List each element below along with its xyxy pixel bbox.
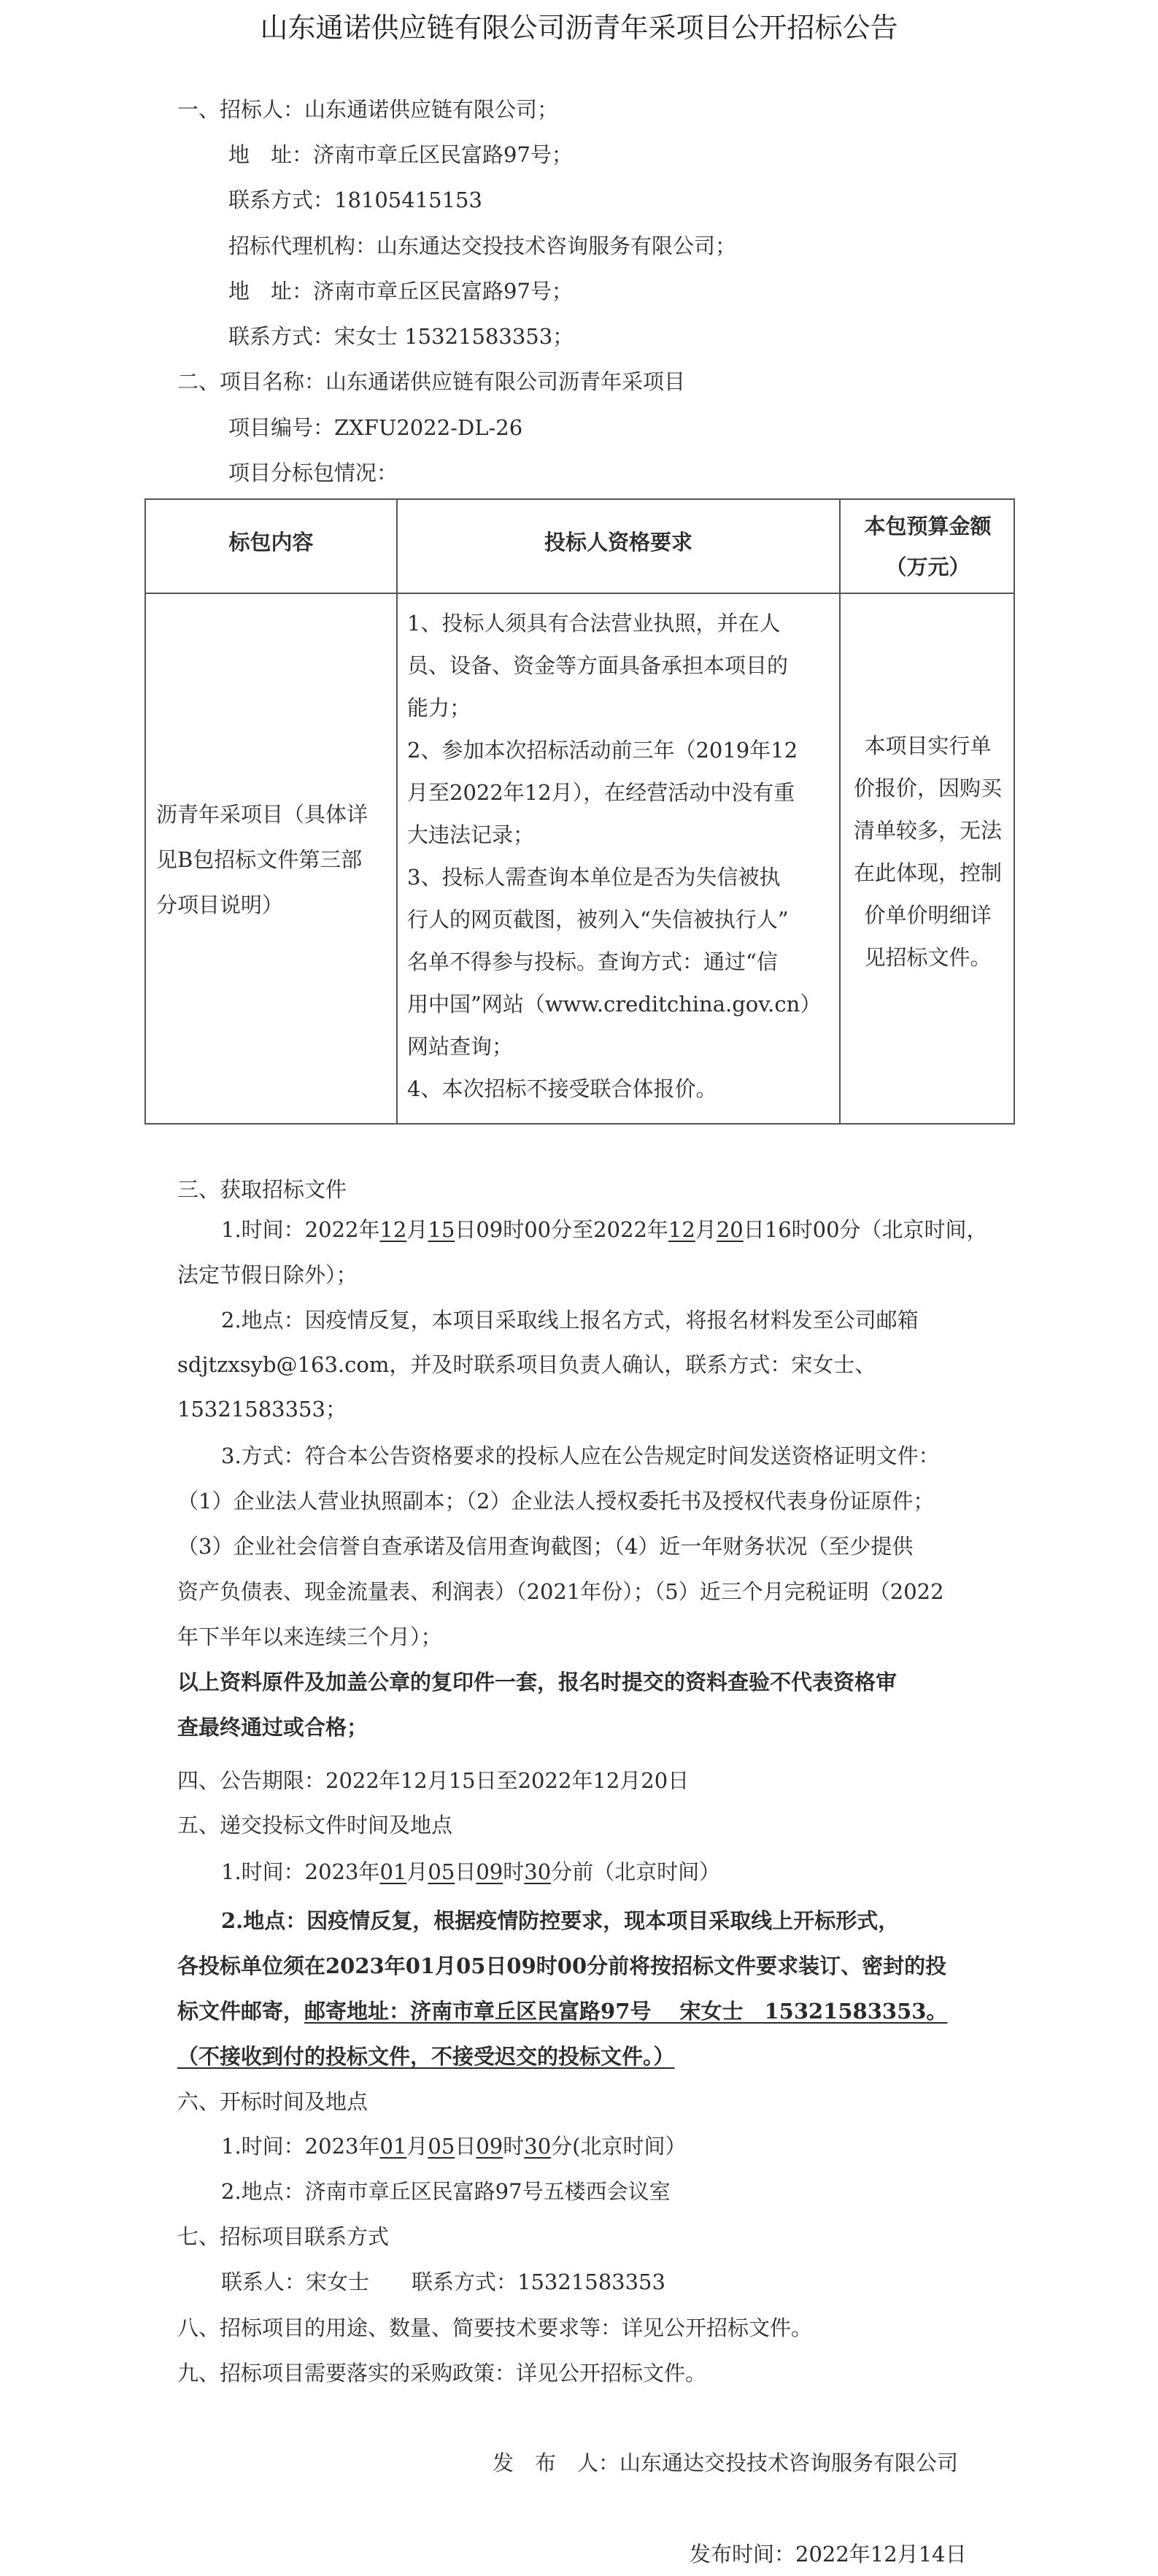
submission-time-text: 1.时间：2023年 — [221, 1859, 380, 1884]
obtain-place-line3: 15321583353； — [177, 1397, 347, 1422]
opening-time-text: 分(北京时间） — [551, 2134, 687, 2159]
header-budget: 本包预算金额 （万元） — [864, 514, 992, 579]
opening-place: 2.地点：济南市章丘区民富路97号五楼西会议室 — [221, 2179, 671, 2204]
submission-place-line3 — [177, 1997, 947, 2026]
obtain-time-text: 日16时00分（北京时间， — [743, 1217, 988, 1242]
lots-label: 项目分标包情况： — [228, 460, 398, 485]
submission-time-text: 日 — [455, 1859, 476, 1884]
obtain-place-line2: sdjtzxsyb@163.com，并及时联系项目负责人确认，联系方式：宋女士、 — [177, 1352, 876, 1377]
obtain-method-line3: （3）企业社会信誉自查承诺及信用查询截图；（4）近一年财务状况（至少提供 — [177, 1534, 914, 1559]
opening-minute: 30 — [524, 2134, 552, 2159]
submission-hour: 09 — [476, 1859, 503, 1884]
opening-time-text: 1.时间：2023年 — [221, 2134, 380, 2159]
tenderer-contact: 联系方式：18105415153 — [228, 188, 482, 212]
publish-date: 发布时间：2022年12月14日 — [690, 2542, 967, 2567]
obtain-end-month: 12 — [668, 1217, 695, 1242]
contact-heading: 七、招标项目联系方式 — [177, 2224, 390, 2249]
lots-table — [144, 498, 1015, 1125]
obtain-time-text: 1.时间：2022年 — [221, 1217, 380, 1242]
obtain-end-day: 20 — [716, 1217, 744, 1242]
obtain-method-line4: 资产负债表、现金流量表、利润表）（2021年份）；（5）近三个月完税证明（2022 — [177, 1579, 944, 1604]
opening-time-text: 日 — [455, 2134, 476, 2159]
contact-person: 联系人：宋女士 联系方式：15321583353 — [221, 2270, 665, 2294]
opening-time-text: 时 — [503, 2134, 525, 2159]
requirements-line: 八、招标项目的用途、数量、简要技术要求等：详见公开招标文件。 — [177, 2315, 813, 2340]
opening-day: 05 — [428, 2134, 455, 2159]
obtain-start-day: 15 — [428, 1217, 455, 1242]
obtain-method-line2: （1）企业法人营业执照副本；（2）企业法人授权委托书及授权代表身份证原件； — [177, 1489, 935, 1513]
policy-line: 九、招标项目需要落实的采购政策：详见公开招标文件。 — [177, 2361, 707, 2386]
agency-name: 招标代理机构：山东通达交投技术咨询服务有限公司； — [228, 234, 737, 258]
submission-time-text: 月 — [406, 1859, 428, 1884]
obtain-time-text: 月 — [406, 1217, 428, 1242]
obtain-method-line5: 年下半年以来连续三个月）； — [177, 1624, 442, 1649]
page-title: 山东通诺供应链有限公司沥青年采项目公开招标公告 — [260, 12, 898, 44]
obtain-start-month: 12 — [379, 1217, 407, 1242]
publisher: 发 布 人：山东通达交投技术咨询服务有限公司 — [493, 2450, 959, 2475]
submission-place-line4: （不接收到付的投标文件，不接受迟交的投标文件。） — [177, 2044, 675, 2069]
opening-heading: 六、开标时间及地点 — [177, 2089, 368, 2114]
submission-minute: 30 — [524, 1859, 552, 1884]
tenderer-address: 地 址：济南市章丘区民富路97号； — [228, 142, 573, 167]
project-name-heading: 二、项目名称：山东通诺供应链有限公司沥青年采项目 — [177, 369, 686, 394]
opening-month: 01 — [379, 2134, 407, 2159]
qualification-note-line2: 查最终通过或合格； — [177, 1715, 368, 1740]
obtain-time-line2: 法定节假日除外）； — [177, 1262, 358, 1287]
budget-note: 本项目实行单 价报价，因购买 清单较多，无法 在此体现，控制 价单价明细详 见招标文件。 — [853, 733, 1002, 970]
obtain-place-line1: 2.地点：因疫情反复，本项目采取线上报名方式，将报名材料发至公司邮箱 — [221, 1308, 919, 1333]
obtain-time-line1 — [221, 1215, 988, 1244]
qualification-requirements: 1、投标人须具有合法营业执照，并在人 员、设备、资金等方面具备承担本项目的 能力； 2、参加本次招标活动前三年（2019年12 月至2022年12月），在经营活动中没有重 大违法记录； 3、投标人需查询本单位是否为失信被执 行人的网页截图，被列入“失信被执行人” 名单不得参与投标。查询方式：通过“信 用中国”网站（www.creditchina.gov.cn） 网站查询； 4、本次招标不接受联合体报价。 — [407, 611, 822, 1101]
obtain-time-text: 月 — [695, 1217, 717, 1242]
header-qualification: 投标人资格要求 — [544, 530, 692, 555]
submission-place-line1: 2.地点：因疫情反复，根据疫情防控要求，现本项目采取线上开标形式， — [221, 1908, 900, 1933]
qualification-note-line1: 以上资料原件及加盖公章的复印件一套，报名时提交的资料查验不代表资格审 — [177, 1670, 898, 1694]
submission-place-line2: 各投标单位须在2023年01月05日09时00分前将按招标文件要求装订、密封的投 — [177, 1954, 947, 1978]
submission-month: 01 — [379, 1859, 407, 1884]
opening-time-text: 月 — [406, 2134, 428, 2159]
opening-hour: 09 — [476, 2134, 503, 2159]
notice-period: 四、公告期限：2022年12月15日至2022年12月20日 — [177, 1768, 690, 1793]
project-code: 项目编号：ZXFU2022-DL-26 — [228, 415, 523, 440]
tenderer-heading: 一、招标人：山东通诺供应链有限公司； — [177, 97, 559, 122]
submission-place-text: 标文件邮寄， — [177, 1999, 305, 2024]
obtain-method-line1: 3.方式：符合本公告资格要求的投标人应在公告规定时间发送资格证明文件： — [221, 1443, 940, 1468]
obtain-time-text: 日09时00分至2022年 — [455, 1217, 668, 1242]
submission-time-text: 分前（北京时间） — [551, 1859, 721, 1884]
table-divider — [146, 593, 1014, 594]
agency-address: 地 址：济南市章丘区民富路97号； — [228, 279, 573, 304]
lot-content: 沥青年采项目（具体详 见B包招标文件第三部 分项目说明） — [156, 802, 368, 917]
opening-time — [221, 2132, 686, 2161]
submission-time-text: 时 — [503, 1859, 525, 1884]
header-lot-content: 标包内容 — [228, 530, 314, 555]
submission-time — [221, 1857, 720, 1886]
submission-day: 05 — [428, 1859, 455, 1884]
obtain-docs-heading: 三、获取招标文件 — [177, 1177, 347, 1202]
submission-heading: 五、递交投标文件时间及地点 — [177, 1813, 453, 1837]
mailing-address: 邮寄地址：济南市章丘区民富路97号 宋女士 15321583353。 — [304, 1999, 948, 2024]
agency-contact: 联系方式：宋女士 15321583353； — [228, 324, 574, 349]
